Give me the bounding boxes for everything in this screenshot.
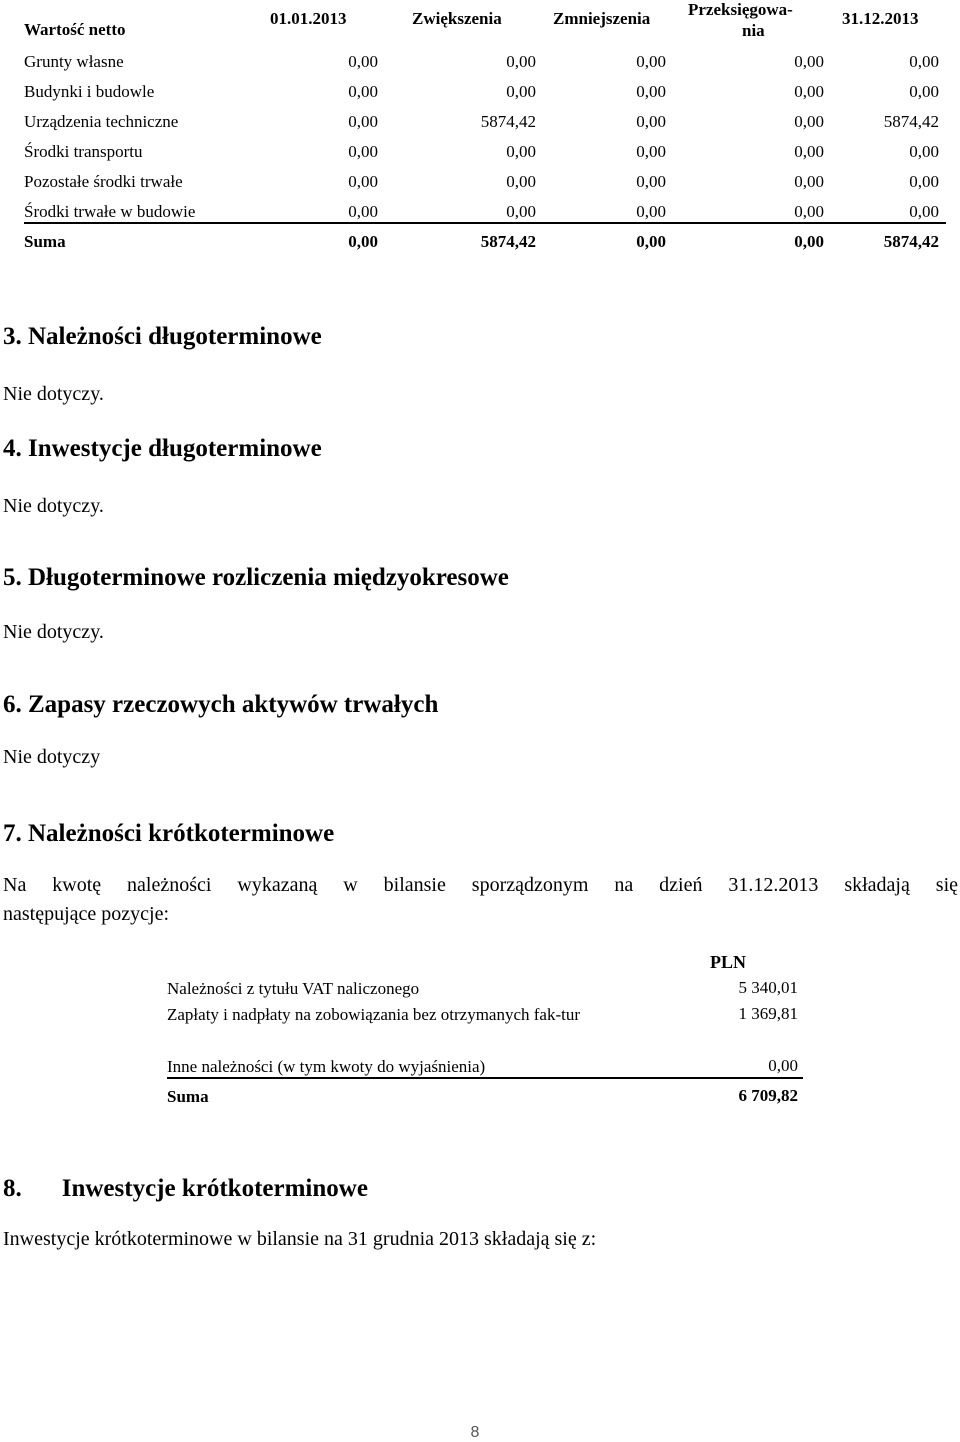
cell-value: 0,00 xyxy=(909,82,939,101)
cell-value: 5874,42 xyxy=(883,112,939,131)
cell-value: 0,00 xyxy=(348,142,378,161)
table-row xyxy=(24,112,946,142)
table-row xyxy=(167,978,802,1004)
cell-value: 0,00 xyxy=(506,52,536,71)
section-8-number: 8. xyxy=(3,1175,22,1202)
table-row xyxy=(24,172,946,202)
section-7-text-line2: następujące pozycje: xyxy=(3,903,170,925)
table-sum-row xyxy=(24,232,946,262)
row-value: 5 340,01 xyxy=(738,978,798,997)
cell-value: 0,00 xyxy=(348,52,378,71)
row-value: 0,00 xyxy=(768,1056,798,1075)
header-reclass-line2: nia xyxy=(742,21,765,40)
section-7-text-line1: Na kwotę należności wykazaną w bilansie sporządzonym na dzień 31.12.2013 składają się xyxy=(3,874,958,896)
cell-value: 0,00 xyxy=(636,202,666,221)
row-label: Urządzenia techniczne xyxy=(24,112,179,131)
receivables-sum-row xyxy=(167,1086,802,1110)
sum-value: 5874,42 xyxy=(480,232,536,251)
row-label: Grunty własne xyxy=(24,52,124,71)
section-6-text: Nie dotyczy xyxy=(3,746,101,768)
page-number: 8 xyxy=(470,1424,480,1441)
sum-label: Suma xyxy=(24,232,66,251)
header-opening: 01.01.2013 xyxy=(270,9,347,28)
currency-header: PLN xyxy=(710,952,746,972)
header-closing: 31.12.2013 xyxy=(842,9,919,28)
cell-value: 0,00 xyxy=(506,202,536,221)
cell-value: 0,00 xyxy=(506,172,536,191)
table-row xyxy=(24,142,946,172)
cell-value: 0,00 xyxy=(794,142,824,161)
cell-value: 0,00 xyxy=(636,172,666,191)
section-7-heading: 7. Należności krótkoterminowe xyxy=(3,820,335,847)
header-decreases: Zmniejszenia xyxy=(553,9,651,28)
cell-value: 0,00 xyxy=(794,52,824,71)
table-row xyxy=(24,82,946,112)
sum-value: 0,00 xyxy=(636,232,666,251)
sum-value: 0,00 xyxy=(794,232,824,251)
cell-value: 0,00 xyxy=(348,202,378,221)
cell-value: 0,00 xyxy=(636,52,666,71)
receivables-divider xyxy=(167,1077,803,1079)
cell-value: 0,00 xyxy=(909,52,939,71)
sum-value: 6 709,82 xyxy=(738,1086,798,1105)
section-8-heading xyxy=(3,1175,368,1203)
table-divider xyxy=(24,222,946,224)
row-label: Środki transportu xyxy=(24,142,143,161)
row-label: Zapłaty i nadpłaty na zobowiązania bez otrzymanych fak-tur xyxy=(167,1005,581,1024)
cell-value: 0,00 xyxy=(909,172,939,191)
row-label: Inne należności (w tym kwoty do wyjaśnienia) xyxy=(167,1057,486,1076)
section-5-text: Nie dotyczy. xyxy=(3,621,104,643)
section-3-heading: 3. Należności długoterminowe xyxy=(3,323,322,350)
row-label: Pozostałe środki trwałe xyxy=(24,172,183,191)
table-row xyxy=(24,52,946,82)
cell-value: 0,00 xyxy=(506,142,536,161)
header-increases: Zwiększenia xyxy=(412,9,502,28)
cell-value: 0,00 xyxy=(636,112,666,131)
header-reclass-line1: Przeksięgowa- xyxy=(688,0,793,19)
sum-label: Suma xyxy=(167,1087,209,1106)
header-label: Wartość netto xyxy=(24,20,126,39)
row-label: Środki trwałe w budowie xyxy=(24,202,196,221)
section-5-heading: 5. Długoterminowe rozliczenia międzyokresowe xyxy=(3,564,509,591)
cell-value: 0,00 xyxy=(794,112,824,131)
cell-value: 0,00 xyxy=(348,172,378,191)
section-3-text: Nie dotyczy. xyxy=(3,383,104,405)
section-8-title: Inwestycje krótkoterminowe xyxy=(61,1175,368,1202)
cell-value: 0,00 xyxy=(794,172,824,191)
section-8-text: Inwestycje krótkoterminowe w bilansie na 31 grudnia 2013 składają się z: xyxy=(3,1228,597,1250)
cell-value: 0,00 xyxy=(348,82,378,101)
table-row xyxy=(24,202,946,232)
section-4-text: Nie dotyczy. xyxy=(3,495,104,517)
cell-value: 0,00 xyxy=(348,112,378,131)
row-label: Należności z tytułu VAT naliczonego xyxy=(167,979,420,998)
sum-value: 0,00 xyxy=(348,232,378,251)
row-label: Budynki i budowle xyxy=(24,82,155,101)
cell-value: 0,00 xyxy=(909,142,939,161)
cell-value: 0,00 xyxy=(909,202,939,221)
cell-value: 0,00 xyxy=(636,142,666,161)
cell-value: 5874,42 xyxy=(480,112,536,131)
sum-value: 5874,42 xyxy=(883,232,939,251)
table-row xyxy=(167,1004,802,1050)
section-6-heading: 6. Zapasy rzeczowych aktywów trwałych xyxy=(3,691,439,718)
row-value: 1 369,81 xyxy=(738,1004,798,1023)
cell-value: 0,00 xyxy=(506,82,536,101)
section-4-heading: 4. Inwestycje długoterminowe xyxy=(3,435,322,462)
cell-value: 0,00 xyxy=(794,82,824,101)
cell-value: 0,00 xyxy=(636,82,666,101)
cell-value: 0,00 xyxy=(794,202,824,221)
